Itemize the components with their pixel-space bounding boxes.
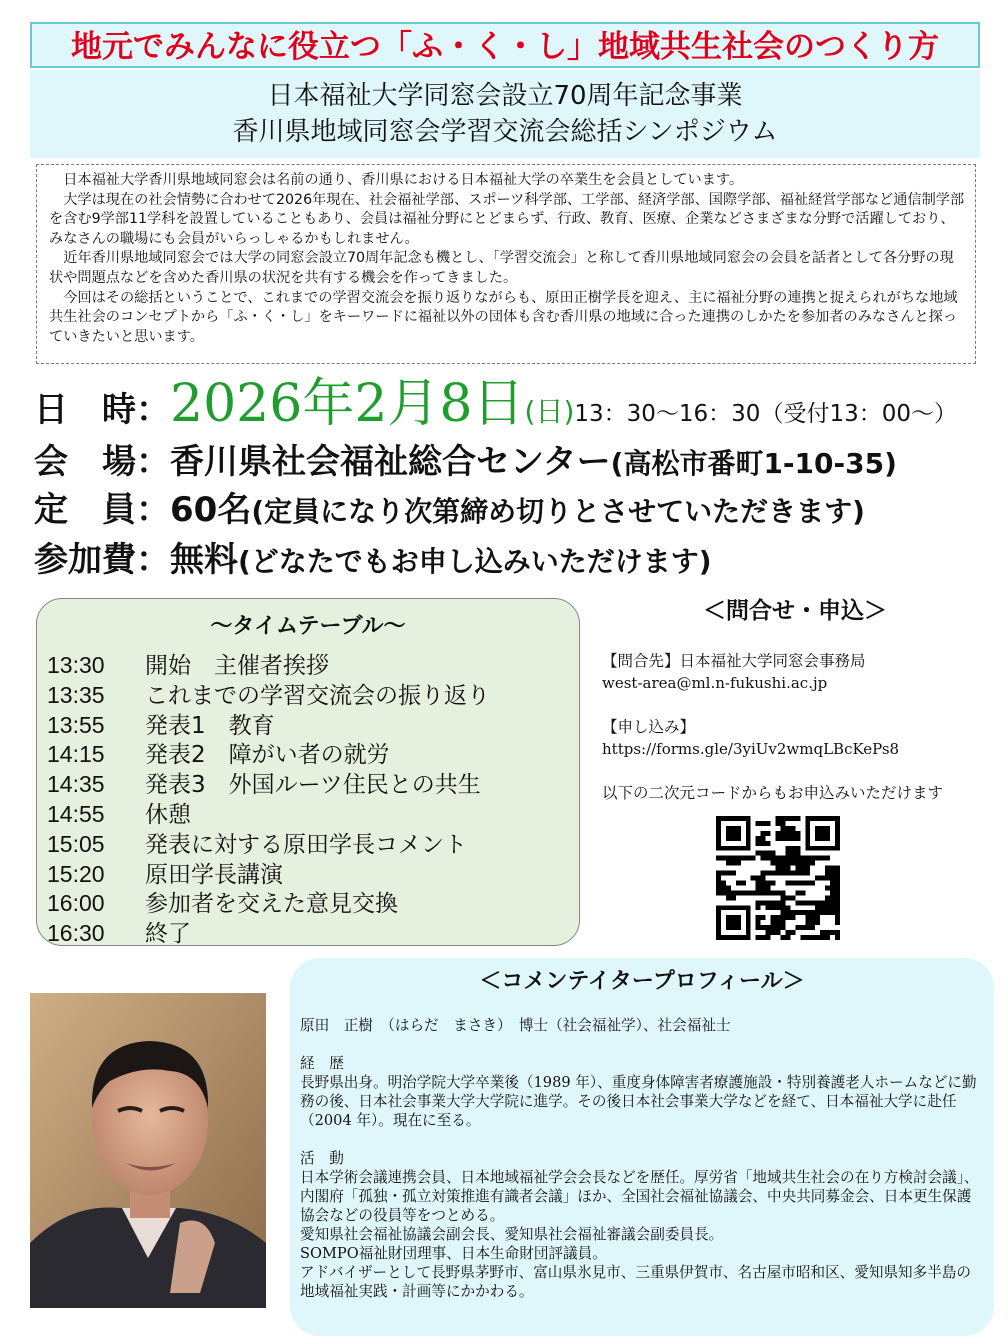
activity-line: アドバイザーとして長野県茅野市、富山県氷見市、三重県伊賀市、名古屋市昭和区、愛知県知多半島の地域福祉実践・計画等にかかわる。 <box>300 1264 972 1300</box>
contact-block <box>602 650 997 804</box>
timetable-time: 13:55 <box>47 711 105 738</box>
venue-name: 香川県社会福祉総合センター <box>170 442 611 482</box>
timetable-list <box>47 651 567 949</box>
fee-row <box>34 540 712 582</box>
intro-paragraph: 近年香川県地域同窓会では大学の同窓会設立70周年記念も機とし、「学習交流会」と称して香川県地域同窓会の会員を話者として各分野の現状や問題点などを含めた香川県の状況を共有する機会を作ってきました。 <box>49 250 954 286</box>
timetable-row <box>47 770 567 800</box>
timetable-row <box>47 651 567 681</box>
fee-value: 無料 <box>170 540 238 580</box>
career-text: 長野県出身。明治学院大学卒業後（1989 年）、重度身体障害者療護施設・特別養護老人ホームなどに勤務の後、日本社会事業大学大学院に進学。その後日本社会事業大学などを経て、日本福祉大学に赴任（2004 年）。現在に至る。 <box>300 1074 977 1129</box>
subtitle-box <box>30 70 980 158</box>
timetable-time: 16:00 <box>47 890 105 917</box>
timetable-row <box>47 711 567 741</box>
activity-line: 愛知県社会福祉協議会副会長、愛知県社会福祉審議会副委員長。 <box>300 1226 724 1243</box>
timetable-row <box>47 889 567 919</box>
career-heading: 経 歴 <box>300 1055 344 1072</box>
date-label: 日 時： <box>34 390 170 430</box>
intro-paragraph: 日本福祉大学香川県地域同窓会は名前の通り、香川県における日本福祉大学の卒業生を会員としています。 <box>63 172 744 188</box>
timetable-time: 13:35 <box>47 681 105 708</box>
timetable-row <box>47 860 567 890</box>
timetable-time: 13:30 <box>47 652 105 678</box>
qr-note: 以下の二次元コードからもお申込みいただけます <box>602 784 944 802</box>
intro-paragraph: 大学は現在の社会情勢に合わせて2026年現在、社会福祉学部、スポーツ科学部、工学部、経済学部、国際学部、福祉経営学部など通信制学部を含む9学部11学科を設置していることもあり、会員は福祉分野にとどまらず、行政、教育、医療、企業などさまざまな分野で活躍しており、みなさんの職場にも会員がいらっしゃるかもしれません。 <box>49 191 965 247</box>
commentator-photo <box>30 993 266 1308</box>
event-weekday: (日) <box>524 395 575 428</box>
timetable-time: 14:55 <box>47 800 105 827</box>
profile-body <box>300 1016 982 1301</box>
intro-box <box>36 164 976 364</box>
capacity-value: 60名 <box>170 490 252 530</box>
intro-paragraph: 今回はその総括ということで、これまでの学習交流会を振り返りながらも、原田正樹学長を迎え、主に福祉分野の連携と捉えられがちな地域共生社会のコンセプトから「ふ・く・し」をキーワードに福祉以外の団体も含む香川県の地域に合った連携のしかたを参加者のみなさんと探っていきたいと思います。 <box>49 289 958 345</box>
timetable-row <box>47 681 567 711</box>
timetable-item: 休憩 <box>145 801 191 828</box>
venue-address: (高松市番町1-10-35) <box>610 447 897 480</box>
timetable-box <box>36 598 580 946</box>
timetable-time: 15:05 <box>47 830 105 857</box>
activity-heading: 活 動 <box>300 1150 344 1167</box>
venue-label: 会 場： <box>34 442 170 482</box>
subtitle-line1: 日本福祉大学同窓会設立70周年記念事業 <box>267 81 743 111</box>
timetable-row <box>47 740 567 770</box>
apply-url[interactable]: https://forms.gle/3yiUv2wmqLBcKePs8 <box>602 740 900 758</box>
event-time: 13：30～16：30（受付13：00～） <box>574 401 957 427</box>
inquiry-label: 【問合先】日本福祉大学同窓会事務局 <box>602 652 866 670</box>
fee-label: 参加費： <box>34 540 170 580</box>
qr-code-icon[interactable] <box>716 816 840 940</box>
profile-name: 原田 正樹 （はらだ まさき） 博士（社会福祉学）、社会福祉士 <box>300 1017 731 1034</box>
timetable-item: 原田学長講演 <box>145 861 283 888</box>
timetable-item: 発表に対する原田学長コメント <box>145 831 467 858</box>
profile-title: ＜コメンテイタープロフィール＞ <box>479 969 805 994</box>
timetable-row <box>47 919 567 949</box>
activity-line: 日本学術会議連携会員、日本地域福祉学会会長などを歴任。厚労省「地域共生社会の在り方検討会議」、内閣府「孤独・孤立対策推進有識者会議」ほか、全国社会福祉協議会、中央共同募金会、日本更生保護協会などの役員等をつとめる。 <box>300 1169 979 1224</box>
timetable-item: 発表3 外国ルーツ住民との共生 <box>145 772 481 799</box>
capacity-label: 定 員： <box>34 490 170 530</box>
timetable-time: 14:15 <box>47 741 105 768</box>
date-row <box>34 374 957 434</box>
page-title: 地元でみんなに役立つ「ふ・く・し」地域共生社会のつくり方 <box>30 22 980 68</box>
timetable-row <box>47 830 567 860</box>
timetable-title: ～タイムテーブル～ <box>210 614 406 639</box>
profile-box <box>290 958 994 1336</box>
timetable-time: 15:20 <box>47 860 105 887</box>
subtitle-line2: 香川県地域同窓会学習交流会総括シンポジウム <box>232 117 778 147</box>
event-date: 2026年2月8日 <box>170 374 525 434</box>
apply-label: 【申し込み】 <box>602 718 696 736</box>
contact-title: ＜問合せ・申込＞ <box>703 598 887 624</box>
timetable-item: 参加者を交えた意見交換 <box>145 891 398 918</box>
capacity-note: (定員になり次第締め切りとさせていただきます) <box>251 495 865 528</box>
timetable-item: 発表2 障がい者の就労 <box>145 742 390 769</box>
timetable-item: 終了 <box>145 921 191 948</box>
timetable-time: 16:30 <box>47 920 105 947</box>
timetable-item: 開始 主催者挨拶 <box>145 653 329 679</box>
activity-line: SOMPO福祉財団理事、日本生命財団評議員。 <box>300 1245 607 1262</box>
timetable-item: 発表1 教育 <box>145 712 275 739</box>
capacity-row <box>34 490 865 532</box>
contact-email[interactable]: west-area@ml.n-fukushi.ac.jp <box>602 674 828 692</box>
timetable-item: これまでの学習交流会の振り返り <box>145 682 490 709</box>
timetable-row <box>47 800 567 830</box>
timetable-time: 14:35 <box>47 771 105 798</box>
venue-row <box>34 442 897 484</box>
fee-note: (どなたでもお申し込みいただけます) <box>238 545 712 578</box>
